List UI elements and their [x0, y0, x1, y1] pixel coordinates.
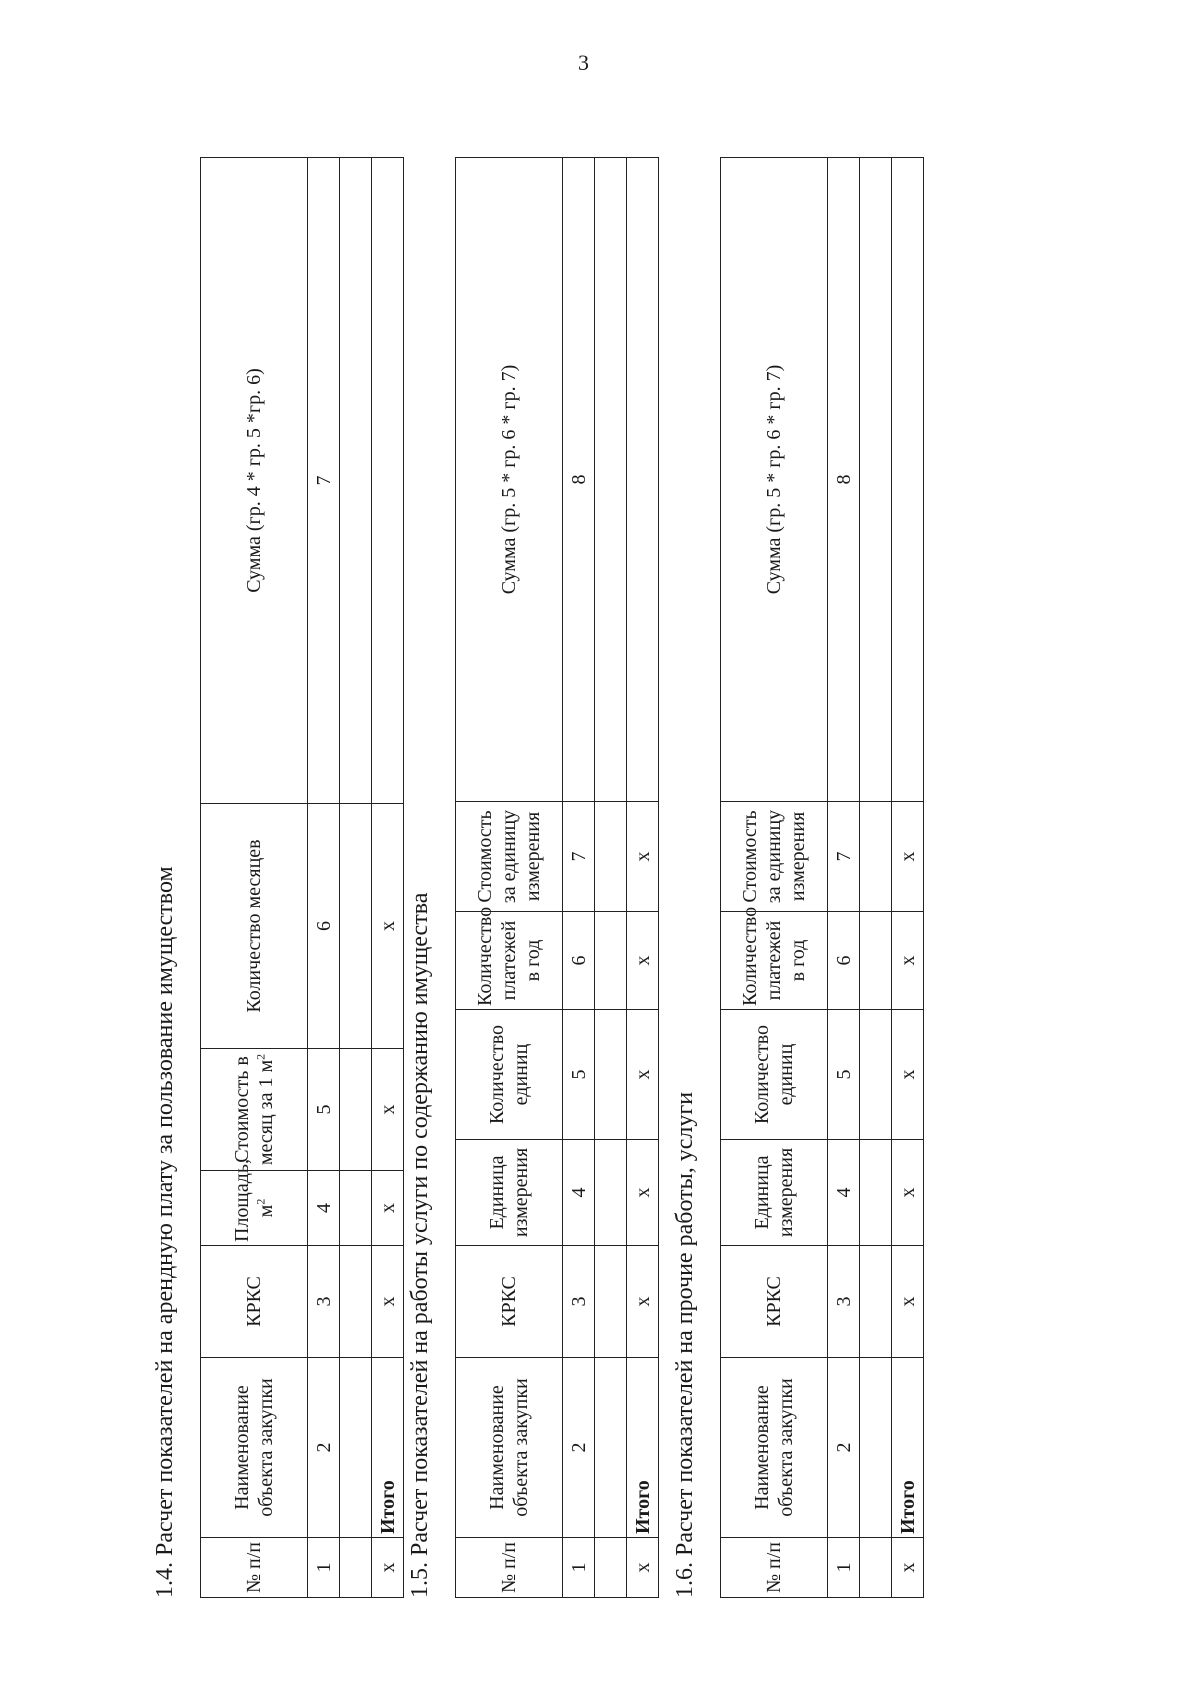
header-cell: Наименование объекта закупки: [456, 1358, 563, 1538]
table-cell: 3: [828, 1246, 860, 1358]
landscape-content: [150, 8, 1200, 1658]
table-cell: 7: [563, 802, 595, 912]
table-cell: [595, 1010, 627, 1140]
header-cell: Наименование объекта закупки: [201, 1358, 308, 1538]
table-cell: [627, 158, 659, 802]
table-cell: 2: [308, 1358, 340, 1538]
maintenance-table: [455, 157, 659, 1598]
table-cell: 7: [308, 158, 340, 804]
header-cell: Сумма (гр. 4 * гр. 5 *гр. 6): [201, 158, 308, 804]
table-cell: [595, 1140, 627, 1246]
table-cell: [372, 158, 404, 804]
table-cell: 7: [828, 802, 860, 912]
header-row: [201, 158, 308, 1598]
table-cell: 3: [308, 1246, 340, 1358]
header-cell: Сумма (гр. 5 * гр. 6 * гр. 7): [721, 158, 828, 802]
section-1-5: [405, 158, 659, 1598]
table-cell: 1: [308, 1538, 340, 1598]
superscript: 2: [253, 1053, 268, 1060]
total-row: [627, 158, 659, 1598]
table-cell: 5: [828, 1010, 860, 1140]
header-cell: Наименование объекта закупки: [721, 1358, 828, 1538]
table-cell: х: [627, 1538, 659, 1598]
table-cell: [340, 158, 372, 804]
total-row: [892, 158, 924, 1598]
header-cell: КРКС: [721, 1246, 828, 1358]
rent-table: [200, 157, 404, 1598]
table-cell: х: [892, 912, 924, 1010]
table-cell: х: [892, 1246, 924, 1358]
total-row: [372, 158, 404, 1598]
table-cell: [595, 802, 627, 912]
table-cell: 6: [828, 912, 860, 1010]
header-cell: [201, 1049, 308, 1171]
header-row: [721, 158, 828, 1598]
table-cell: х: [372, 1171, 404, 1246]
page-number: 3: [578, 50, 589, 75]
table-cell: 4: [563, 1140, 595, 1246]
column-number-row: [828, 158, 860, 1598]
table-cell: х: [627, 912, 659, 1010]
table-cell: 6: [308, 804, 340, 1049]
table-cell: х: [372, 1538, 404, 1598]
table-cell: [595, 158, 627, 802]
table-cell: [595, 1538, 627, 1598]
column-number-row: [563, 158, 595, 1598]
table-cell: 8: [563, 158, 595, 802]
header-cell: Количество платежей в год: [721, 912, 828, 1010]
header-row: [456, 158, 563, 1598]
table-cell: х: [627, 802, 659, 912]
header-text: Площадь, м: [231, 1159, 277, 1242]
table-cell: [860, 1010, 892, 1140]
table-cell: 2: [563, 1358, 595, 1538]
empty-row: [595, 158, 627, 1598]
table-cell: 2: [828, 1358, 860, 1538]
table-cell: [860, 1358, 892, 1538]
table-cell: [340, 804, 372, 1049]
superscript: 2: [253, 1198, 268, 1205]
table-cell: [860, 802, 892, 912]
column-number-row: [308, 158, 340, 1598]
header-cell: КРКС: [456, 1246, 563, 1358]
section-title: 1.4. Расчет показателей на арендную плату за пользование имуществом: [152, 866, 178, 1598]
header-cell: Стоимость за единицу измерения: [721, 802, 828, 912]
table-cell: [860, 158, 892, 802]
table-cell: [860, 1538, 892, 1598]
header-cell: № п/п: [456, 1538, 563, 1598]
header-cell: [201, 1159, 308, 1246]
table-cell: [340, 1171, 372, 1246]
header-text: Стоимость в месяц за 1 м: [231, 1056, 277, 1166]
table-cell: 1: [828, 1538, 860, 1598]
table-cell: х: [627, 1010, 659, 1140]
table-cell: [340, 1538, 372, 1598]
total-label: Итого: [627, 1358, 659, 1538]
table-cell: 4: [828, 1140, 860, 1246]
table-cell: 6: [563, 912, 595, 1010]
section-title: 1.6. Расчет показателей на прочие работы, услуги: [672, 1091, 698, 1598]
empty-row: [860, 158, 892, 1598]
table-cell: х: [372, 1246, 404, 1358]
table-cell: х: [372, 804, 404, 1049]
table-cell: [860, 912, 892, 1010]
total-label: Итого: [892, 1358, 924, 1538]
table-cell: [595, 1358, 627, 1538]
table-cell: х: [627, 1246, 659, 1358]
table-cell: х: [892, 802, 924, 912]
section-1-4: [150, 158, 404, 1598]
table-cell: [595, 912, 627, 1010]
other-services-table: [720, 157, 924, 1598]
header-cell: Количество платежей в год: [456, 912, 563, 1010]
table-cell: х: [892, 1010, 924, 1140]
header-cell: Количество единиц: [456, 1010, 563, 1140]
header-cell: Единица измерения: [456, 1140, 563, 1246]
table-cell: [340, 1246, 372, 1358]
table-cell: [892, 158, 924, 802]
header-cell: КРКС: [201, 1246, 308, 1358]
table-cell: 5: [563, 1010, 595, 1140]
table-cell: [860, 1246, 892, 1358]
table-cell: [595, 1246, 627, 1358]
header-cell: Количество единиц: [721, 1010, 828, 1140]
table-cell: [340, 1358, 372, 1538]
header-cell: № п/п: [201, 1538, 308, 1598]
table-cell: [340, 1049, 372, 1171]
table-cell: х: [627, 1140, 659, 1246]
table-cell: 4: [308, 1171, 340, 1246]
table-cell: 5: [308, 1049, 340, 1171]
table-cell: 8: [828, 158, 860, 802]
section-1-6: [670, 158, 924, 1598]
section-title: 1.5. Расчет показателей на работы услуги по содержанию имущества: [407, 892, 433, 1598]
table-cell: 1: [563, 1538, 595, 1598]
table-cell: х: [372, 1049, 404, 1171]
header-cell: Стоимость за единицу измерения: [456, 802, 563, 912]
total-label: Итого: [372, 1358, 404, 1538]
table-cell: 3: [563, 1246, 595, 1358]
header-cell: Единица измерения: [721, 1140, 828, 1246]
table-cell: х: [892, 1538, 924, 1598]
header-cell: Сумма (гр. 5 * гр. 6 * гр. 7): [456, 158, 563, 802]
empty-row: [340, 158, 372, 1598]
table-cell: х: [892, 1140, 924, 1246]
header-cell: Количество месяцев: [201, 804, 308, 1049]
table-cell: [860, 1140, 892, 1246]
header-cell: № п/п: [721, 1538, 828, 1598]
